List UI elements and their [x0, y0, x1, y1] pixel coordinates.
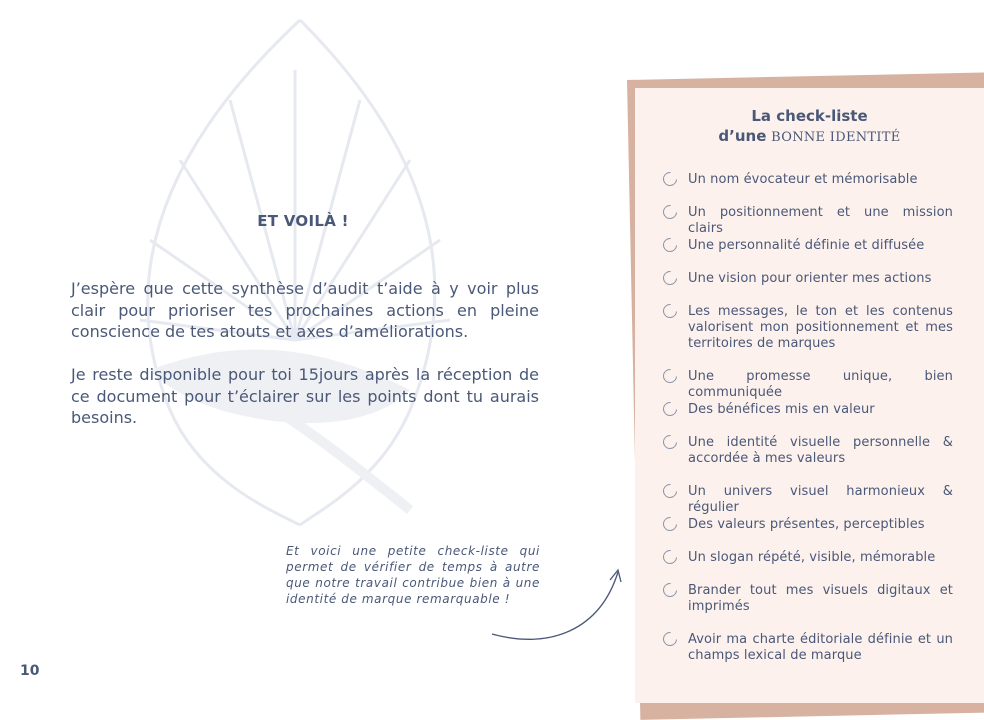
checkbox-circle-icon[interactable]	[660, 366, 680, 386]
checkbox-circle-icon[interactable]	[660, 432, 680, 452]
checklist-item-label: Brander tout mes visuels digitaux et imprimés	[688, 583, 953, 614]
checkbox-circle-icon[interactable]	[660, 268, 680, 288]
intro-paragraph: J’espère que cette synthèse d’audit t’aide à y voir plus clair pour prioriser tes prochaines actions en pleine conscience de tes atouts et axes d’améliorations.	[71, 279, 539, 341]
checklist-item-label: Des bénéfices mis en valeur	[688, 402, 875, 417]
checklist-title-prefix: d’une	[718, 127, 767, 145]
checklist-item-label: Des valeurs présentes, perceptibles	[688, 517, 925, 532]
checklist-item[interactable]	[663, 583, 953, 615]
curved-arrow-icon	[480, 560, 630, 650]
checklist-item-label: Un nom évocateur et mémorisable	[688, 172, 918, 187]
checklist-item[interactable]	[663, 304, 953, 352]
checkbox-circle-icon[interactable]	[660, 481, 680, 501]
checklist-item-label: Une vision pour orienter mes actions	[688, 271, 932, 286]
checklist-item[interactable]	[663, 205, 953, 237]
checklist-item[interactable]	[663, 517, 953, 533]
checkbox-circle-icon[interactable]	[660, 514, 680, 534]
checkbox-circle-icon[interactable]	[660, 629, 680, 649]
availability-paragraph: Je reste disponible pour toi 15jours après la réception de ce document pour t’éclairer sur les points dont tu aurais besoins.	[71, 365, 539, 427]
checklist-item[interactable]	[663, 238, 953, 254]
checkbox-circle-icon[interactable]	[660, 235, 680, 255]
checklist-item[interactable]	[663, 271, 953, 287]
checklist-item-label: Un positionnement et une mission clairs	[688, 205, 953, 236]
section-heading: ET VOILÀ !	[257, 212, 349, 230]
checklist-item[interactable]	[663, 369, 953, 401]
checklist-item-label: Une promesse unique, bien communiquée	[688, 369, 953, 400]
checklist-note: Et voici une petite check-liste qui permet de vérifier de temps à autre que notre travail contribue bien à une identité de marque remarquable !	[286, 544, 540, 606]
checklist-item-label: Un slogan répété, visible, mémorable	[688, 550, 936, 565]
checklist-item[interactable]	[663, 172, 953, 188]
checkbox-circle-icon[interactable]	[660, 580, 680, 600]
checkbox-circle-icon[interactable]	[660, 547, 680, 567]
checkbox-circle-icon[interactable]	[660, 301, 680, 321]
checklist-item-label: Les messages, le ton et les contenus valorisent mon positionnement et mes territoires de marques	[688, 304, 953, 351]
page-number: 10	[20, 663, 40, 679]
checklist-item-label: Avoir ma charte éditoriale définie et un champs lexical de marque	[688, 632, 953, 663]
checklist-item[interactable]	[663, 632, 953, 664]
checklist-panel	[635, 88, 984, 703]
checklist-item[interactable]	[663, 402, 953, 418]
checklist-title-caps: BONNE IDENTITÉ	[771, 130, 901, 145]
checklist-item[interactable]	[663, 484, 953, 516]
leaf-watermark-illustration	[110, 10, 470, 530]
checklist-item-label: Un univers visuel harmonieux & régulier	[688, 484, 953, 515]
checkbox-circle-icon[interactable]	[660, 169, 680, 189]
checklist-title-line1: La check-liste	[751, 107, 868, 125]
checklist-title	[635, 106, 984, 148]
checkbox-circle-icon[interactable]	[660, 399, 680, 419]
checkbox-circle-icon[interactable]	[660, 202, 680, 222]
checklist-item-label: Une personnalité définie et diffusée	[688, 238, 925, 253]
checklist-item[interactable]	[663, 550, 953, 566]
checklist-item-label: Une identité visuelle personnelle & accordée à mes valeurs	[688, 435, 953, 466]
checklist-item[interactable]	[663, 435, 953, 467]
checklist-title-line2	[635, 126, 984, 148]
